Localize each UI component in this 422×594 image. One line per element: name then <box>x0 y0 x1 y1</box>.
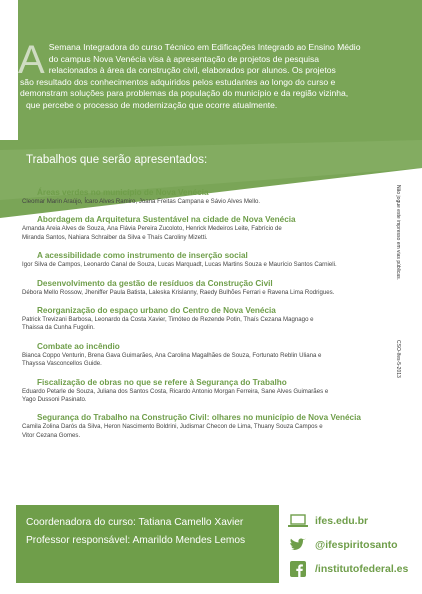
project-authors: Amanda Areia Alves de Souza, Ana Flávia Pereira Zucoloto, Henrick Medeiros Leite, Fabrício de <box>22 225 282 233</box>
project-item <box>22 250 397 269</box>
project-authors: Miranda Santos, Nahiara Schraiber da Silva e Thaís Caroliny Mizetti. <box>22 233 208 241</box>
project-item <box>22 278 397 297</box>
laptop-icon <box>287 513 309 529</box>
side-note <box>393 185 403 325</box>
project-title: Abordagem da Arquitetura Sustentável na cidade de Nova Venécia <box>37 215 296 225</box>
project-authors: Patrick Trevizani Barbosa, Leonardo da Costa Xavier, Timóteo de Rezende Potin, Thaís Cezana Magnago e <box>22 316 314 324</box>
project-title: Segurança do Trabalho na Construção Civil: olhares no município de Nova Venécia <box>37 413 361 423</box>
project-item <box>22 412 397 440</box>
project-item <box>22 187 397 206</box>
project-title: Reorganização do espaço urbano do Centro de Nova Venécia <box>37 306 276 316</box>
credits-box <box>16 505 279 583</box>
website-text: ifes.edu.br <box>315 515 369 527</box>
footer <box>0 505 422 594</box>
intro-line: demonstram soluções para problemas da população do município e da região vizinha, <box>20 88 349 99</box>
project-authors: Bianca Coppo Venturin, Brena Gava Guimarães, Ana Carolina Magalhães de Souza, Fortunato Reblin Uliana e <box>22 351 322 359</box>
facebook-text: /institutofederal.es <box>315 563 409 575</box>
project-title: A acessibilidade como instrumento de inserção social <box>37 251 248 261</box>
drop-cap: A <box>18 38 45 82</box>
side-note-text: Não jogue este impresso em vias públicas. <box>395 185 401 281</box>
twitter-link[interactable] <box>287 535 398 555</box>
project-authors: Yago Dussoni Pasinato. <box>22 396 87 404</box>
project-authors: Débora Mello Rossow, Jheniffer Paula Batista, Laleska Krislanny, Raedy Bulhões Ferrari e Ravena Lima Rodrigues. <box>22 288 335 296</box>
coordinator-text: Coordenadora do curso: Tatiana Camello Xavier <box>26 517 244 528</box>
project-item <box>22 341 397 369</box>
project-item <box>22 214 397 242</box>
side-code <box>393 340 403 400</box>
project-title: Fiscalização de obras no que se refere à Segurança do Trabalho <box>37 377 287 387</box>
intro-line: do campus Nova Venécia visa à apresentação de projetos de pesquisa <box>48 53 320 64</box>
project-authors: Thayssa Vasconcellos Guide. <box>22 360 102 368</box>
project-authors: Eduardo Petarle de Souza, Juliana dos Santos Costa, Ricardo Antonio Morgan Ferreira, Sane Alves Guimarães e <box>22 387 329 395</box>
intro-line: que percebe o processo de modernização que ocorre atualmente. <box>26 99 278 110</box>
website-link[interactable] <box>287 511 368 531</box>
project-authors: Camila Zolina Darós da Silva, Heron Nascimento Boldrini, Judismar Checon de Lima, Thuany Souza Campos e <box>22 423 323 431</box>
project-authors: Vitor Cezana Gomes. <box>22 431 81 439</box>
project-authors: Igor Silva de Campos, Leonardo Canal de Souza, Lucas Marquadt, Lucas Martins Souza e Maurício Santos Carnieli. <box>22 261 337 269</box>
intro-line: são resultado dos conhecimentos adquiridos pelos estudantes ao longo do curso e <box>20 76 336 87</box>
project-title: Desenvolvimento da gestão de resíduos da Construção Civil <box>37 278 273 288</box>
intro-line: relacionados à área da construção civil, elaborados por alunos. Os projetos <box>48 65 336 76</box>
project-item <box>22 305 397 333</box>
project-authors: Cleomar Marin Araújo, Ícaro Alves Ramiro, Joana Freitas Campana e Sávio Alves Mello. <box>22 198 261 205</box>
professor-text: Professor responsável: Amarildo Mendes Lemos <box>26 535 246 546</box>
side-code-text: CSO-Ifes-5-2013 <box>395 340 401 378</box>
header-banner <box>0 0 422 218</box>
twitter-icon <box>287 537 309 553</box>
project-list <box>22 187 397 448</box>
twitter-text: @ifespiritosanto <box>315 539 398 551</box>
project-authors: Thaissa da Cunha Fugolin. <box>22 324 95 332</box>
intro-line: Semana Integradora do curso Técnico em Edificações Integrado ao Ensino Médio <box>48 42 361 52</box>
intro-text <box>18 38 400 112</box>
facebook-link[interactable] <box>287 559 408 579</box>
facebook-icon <box>287 561 309 577</box>
project-title: Combate ao incêndio <box>37 341 120 351</box>
section-title: Trabalhos que serão apresentados: <box>26 154 208 166</box>
project-item <box>22 377 397 405</box>
project-title: Áreas verdes no município de Nova Venécia <box>37 188 209 197</box>
social-links <box>287 505 417 585</box>
